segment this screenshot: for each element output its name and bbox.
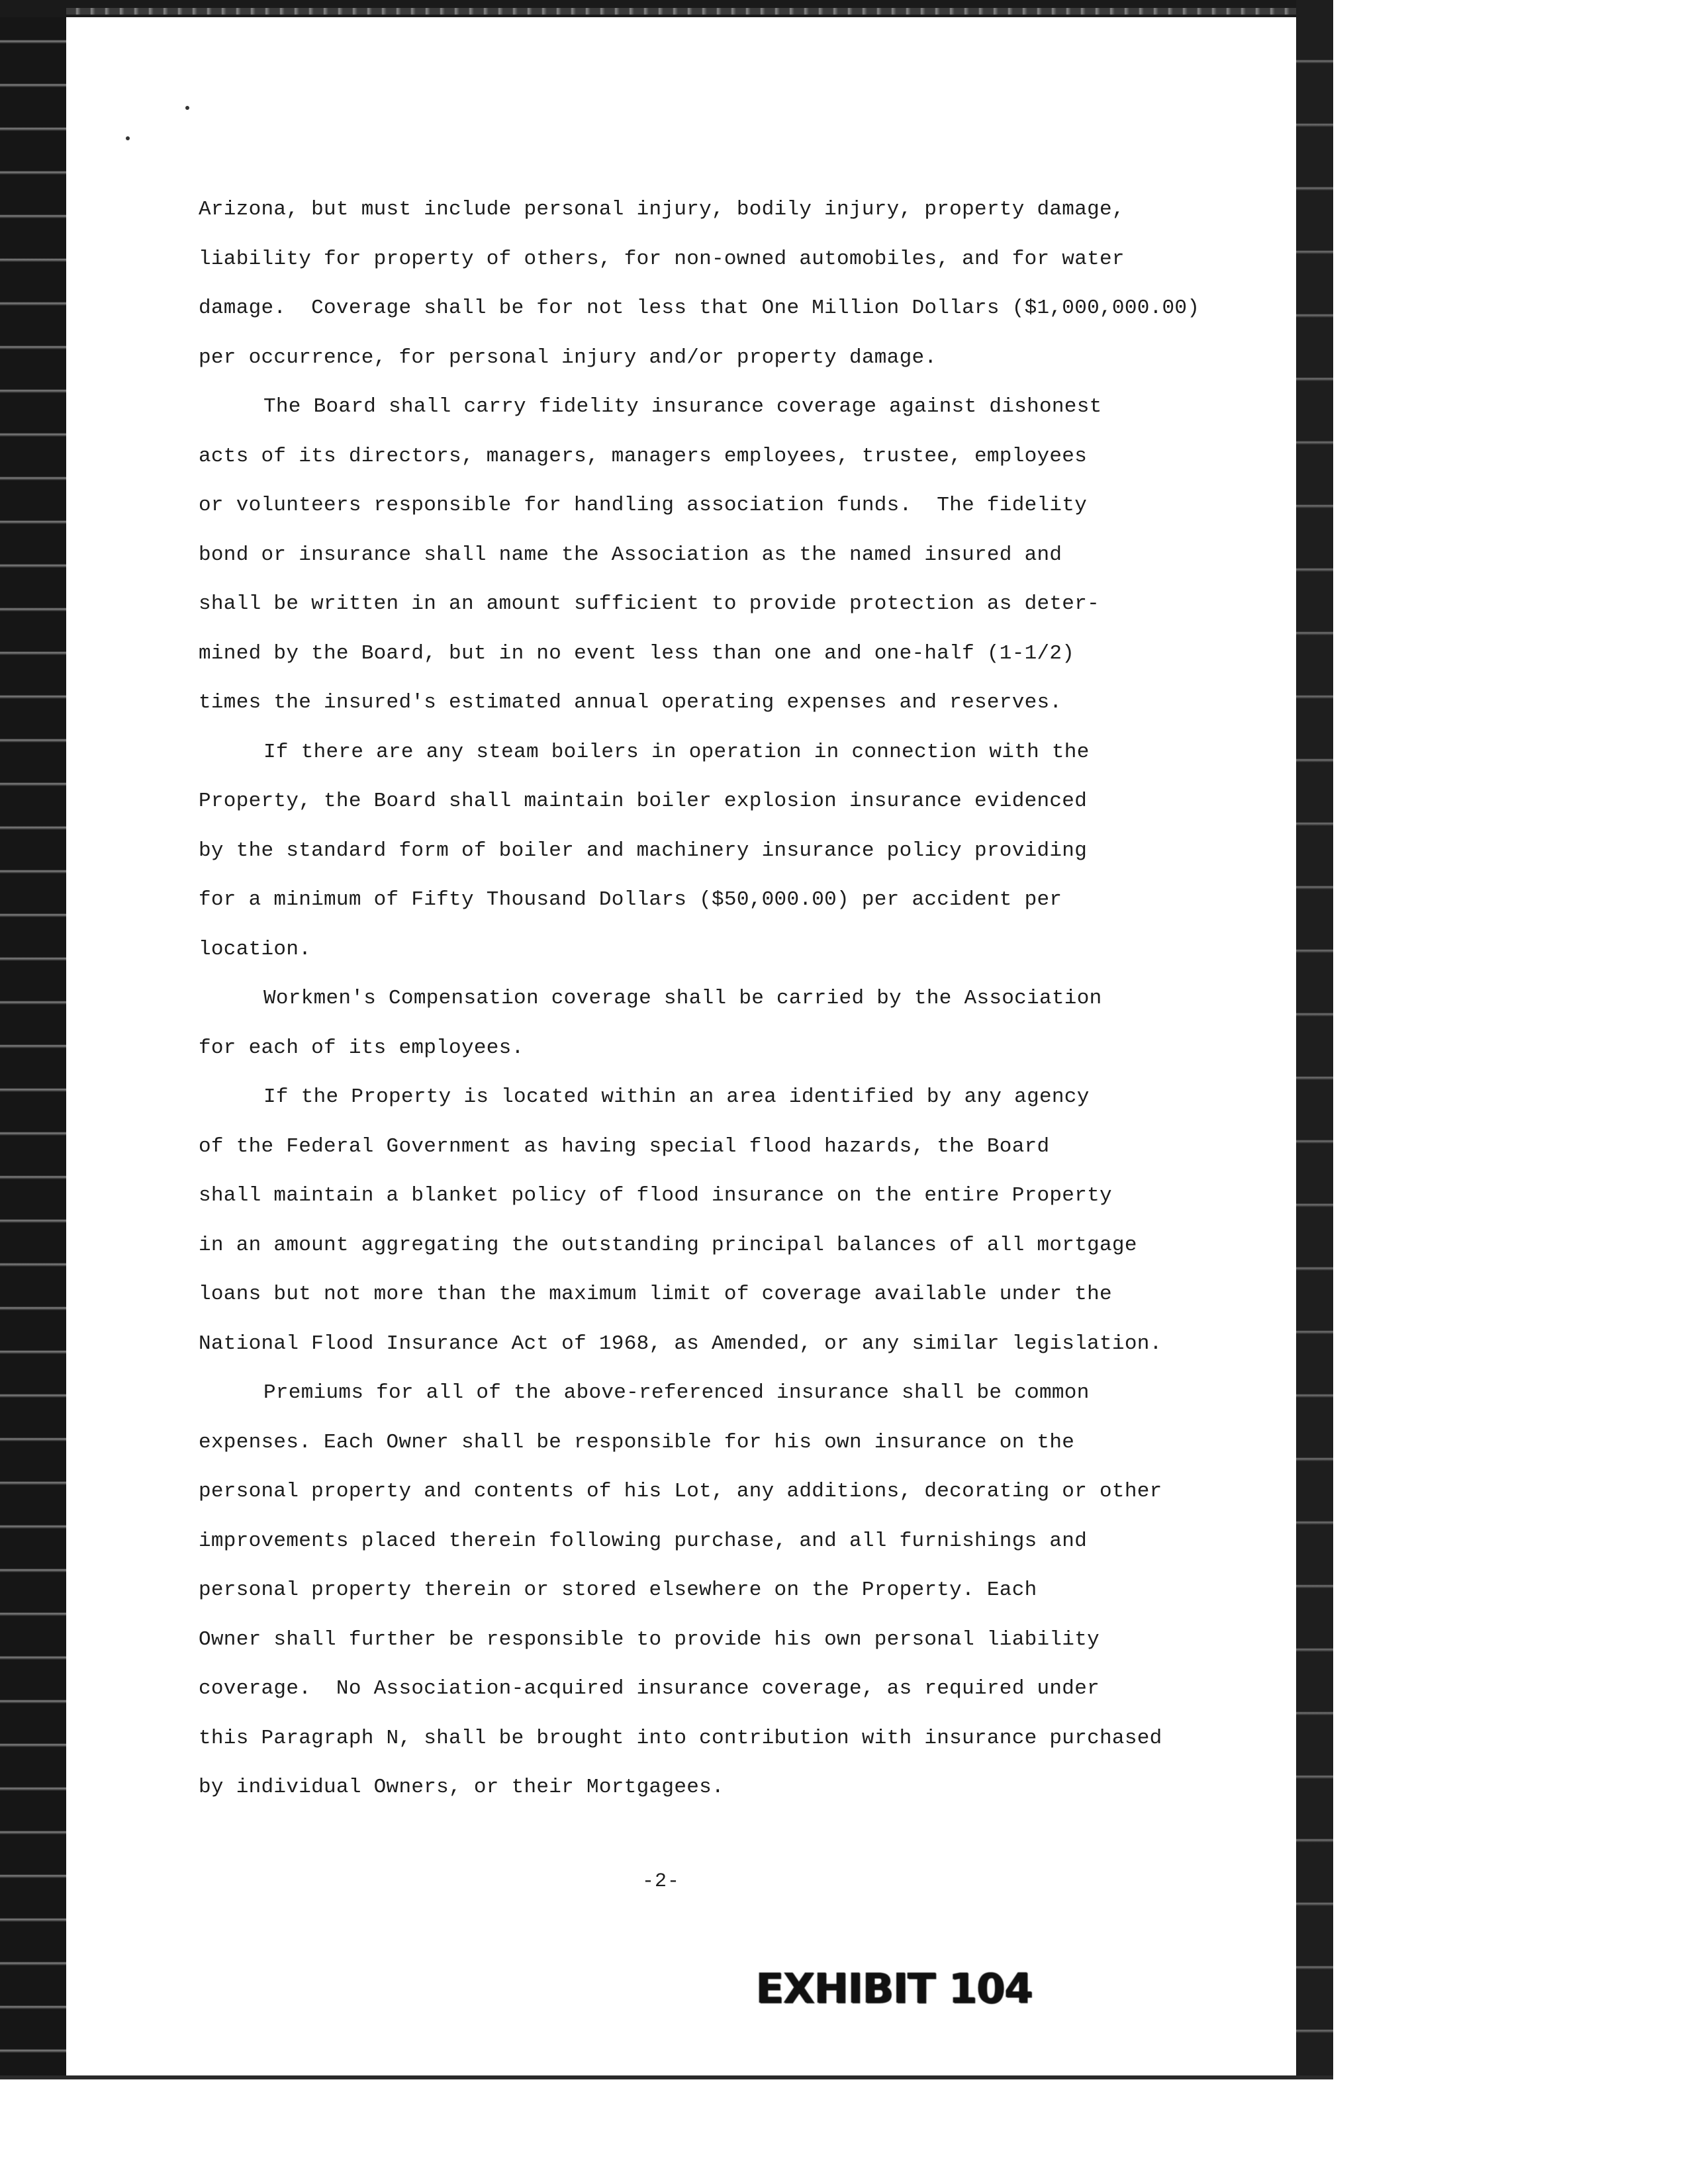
text-line: Owner shall further be responsible to provide his own personal liability (199, 1627, 1100, 1651)
scan-border-left (0, 0, 66, 2078)
text-line: shall maintain a blanket policy of flood insurance on the entire Property (199, 1184, 1112, 1207)
scan-border-bottom (0, 2075, 1333, 2079)
scan-speck (126, 136, 130, 140)
exhibit-stamp: EXHIBIT 104 (756, 1964, 1033, 2013)
scan-border-right (1296, 0, 1333, 2078)
text-line: for a minimum of Fifty Thousand Dollars ($50,000.00) per accident per (199, 888, 1062, 911)
text-line: loans but not more than the maximum limit of coverage available under the (199, 1283, 1112, 1306)
text-line: Property, the Board shall maintain boiler explosion insurance evidenced (199, 790, 1088, 813)
page-number: -2- (642, 1870, 680, 1893)
text-line: this Paragraph N, shall be brought into contribution with insurance purchased (199, 1726, 1162, 1750)
paragraph (199, 1073, 1178, 1369)
text-line: personal property therein or stored elsewhere on the Property. Each (199, 1578, 1037, 1602)
text-line: location. (199, 937, 312, 961)
text-line: If the Property is located within an area identified by any agency (263, 1085, 1090, 1109)
text-line: by individual Owners, or their Mortgagees. (199, 1776, 724, 1799)
text-line: National Flood Insurance Act of 1968, as Amended, or any similar legislation. (199, 1332, 1162, 1355)
text-line: for each of its employees. (199, 1036, 524, 1060)
document-body (199, 185, 1200, 1813)
text-line: liability for property of others, for non-owned automobiles, and for water (199, 247, 1125, 271)
text-line: or volunteers responsible for handling association funds. The fidelity (199, 494, 1088, 517)
text-line: personal property and contents of his Lot, any additions, decorating or other (199, 1480, 1162, 1503)
text-line: improvements placed therein following purchase, and all furnishings and (199, 1529, 1088, 1553)
paragraph (199, 974, 1178, 1073)
text-line: Workmen's Compensation coverage shall be carried by the Association (263, 987, 1102, 1010)
paragraph (199, 728, 1178, 975)
text-line: The Board shall carry fidelity insurance coverage against dishonest (263, 395, 1102, 418)
text-line: acts of its directors, managers, managers employees, trustee, employees (199, 444, 1088, 468)
text-line: Premiums for all of the above-referenced insurance shall be common (263, 1381, 1090, 1404)
text-line: bond or insurance shall name the Association as the named insured and (199, 543, 1062, 567)
paragraph (199, 1369, 1178, 1813)
text-line: in an amount aggregating the outstanding principal balances of all mortgage (199, 1233, 1137, 1257)
paragraph (199, 383, 1178, 728)
text-line: expenses. Each Owner shall be responsible for his own insurance on the (199, 1430, 1075, 1454)
text-line: per occurrence, for personal injury and/or property damage. (199, 345, 937, 369)
text-line: times the insured's estimated annual operating expenses and reserves. (199, 691, 1062, 714)
text-line: shall be written in an amount sufficient to provide protection as deter- (199, 592, 1100, 615)
text-line: mined by the Board, but in no event less than one and one-half (1-1/2) (199, 641, 1075, 665)
text-line: by the standard form of boiler and machinery insurance policy providing (199, 839, 1088, 862)
scan-speck (185, 106, 189, 110)
text-line: Arizona, but must include personal injury, bodily injury, property damage, (199, 198, 1125, 221)
scan-border-top (0, 0, 1317, 17)
paragraph (199, 185, 1200, 383)
text-line: coverage. No Association-acquired insurance coverage, as required under (199, 1677, 1100, 1700)
text-line: If there are any steam boilers in operation in connection with the (263, 740, 1090, 764)
text-line: damage. Coverage shall be for not less that One Million Dollars ($1,000,000.00) (199, 296, 1200, 320)
text-line: of the Federal Government as having special flood hazards, the Board (199, 1134, 1050, 1158)
